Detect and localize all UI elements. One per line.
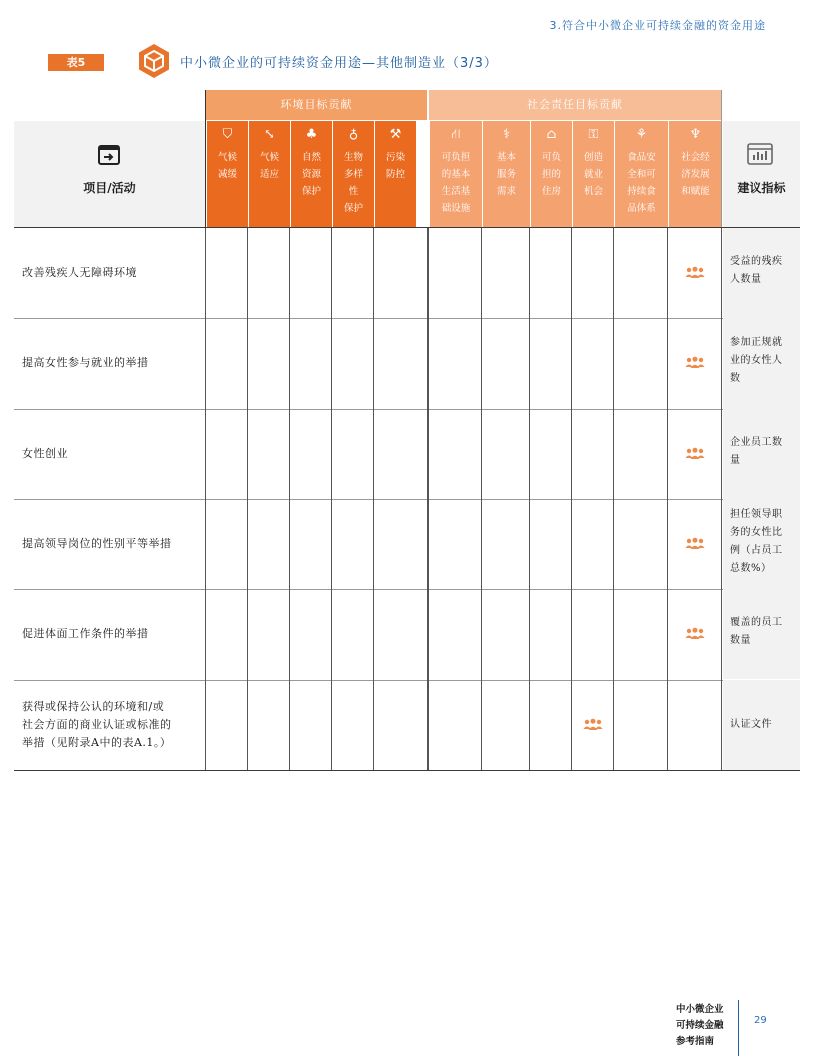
column-divider <box>721 228 722 770</box>
column-header-line: 自然 <box>301 152 321 163</box>
window-arrow-icon <box>98 145 120 165</box>
indicator-line: 企业员工数 <box>730 436 783 448</box>
shield-icon: ⛉ <box>222 127 233 142</box>
soc-column-header <box>482 121 530 227</box>
project-cell <box>22 698 202 752</box>
column-divider <box>667 228 668 770</box>
people-icon <box>684 447 706 461</box>
column-divider <box>571 228 572 770</box>
page-number: 29 <box>754 1015 767 1026</box>
column-header-line: 资源 <box>301 169 321 180</box>
soc-column-header <box>530 121 572 227</box>
indicator-line: 覆盖的员工 <box>730 617 783 629</box>
indicator-line: 受益的残疾 <box>730 256 783 268</box>
env-column-header <box>332 121 374 227</box>
column-header-line: 多样 <box>343 169 363 180</box>
project-line: 改善残疾人无障碍环境 <box>22 266 137 280</box>
indicator-line: 业的女性人 <box>730 355 783 367</box>
column-header-line: 保护 <box>301 186 321 197</box>
people-icon <box>684 537 706 551</box>
column-divider <box>205 228 206 770</box>
grain-icon: ⚘ <box>635 127 648 142</box>
column-header-line: 和赋能 <box>681 186 710 197</box>
indicator-text <box>730 716 798 734</box>
indicator-header-label: 建议指标 <box>737 181 786 195</box>
row-divider <box>14 318 800 319</box>
column-header-line: 的基本 <box>441 169 471 180</box>
soc-right-border <box>721 90 722 227</box>
indicator-line: 人数量 <box>730 274 762 286</box>
factory-icon: ⚒ <box>389 127 402 142</box>
indicator-line: 例（占员工 <box>730 545 783 557</box>
column-divider <box>289 228 290 770</box>
footer-divider <box>738 1000 739 1056</box>
section-header: 3.符合中小微企业可持续金融的资金用途 <box>549 19 766 32</box>
table-label: 表5 <box>48 54 104 71</box>
column-header-line: 济发展 <box>681 169 710 180</box>
home-icon: ⌂ <box>546 127 557 142</box>
column-header-line: 可负 <box>541 152 561 163</box>
project-cell <box>22 445 202 463</box>
column-header-line: 生活基 <box>441 186 471 197</box>
footer-guide-title <box>676 1002 724 1050</box>
project-line: 举措（见附录A中的表A.1。） <box>22 735 172 749</box>
env-column-header <box>290 121 332 227</box>
env-column-header <box>248 121 290 227</box>
footer-line: 可持续金融 <box>676 1020 724 1031</box>
column-header-line: 生物 <box>343 152 363 163</box>
indicator-text <box>730 434 798 470</box>
indicator-line: 认证文件 <box>730 718 772 730</box>
project-line: 社会方面的商业认证或标准的 <box>22 717 172 731</box>
column-header-line: 气候 <box>259 152 279 163</box>
briefcase-icon: ⚿ <box>588 127 599 142</box>
row-divider <box>14 499 800 500</box>
road-icon: ⛙ <box>451 127 461 142</box>
indicator-line: 数 <box>730 373 741 385</box>
row-divider <box>14 409 800 410</box>
project-line: 获得或保持公认的环境和/或 <box>22 699 165 713</box>
project-line: 提高领导岗位的性别平等举措 <box>22 537 172 551</box>
pin-icon: ♁ <box>348 127 359 142</box>
indicator-text <box>730 334 798 388</box>
column-header-line: 需求 <box>496 186 516 197</box>
indicator-column-header <box>723 121 800 227</box>
column-header-line: 服务 <box>496 169 516 180</box>
indicator-line: 数量 <box>730 635 751 647</box>
column-divider <box>481 228 482 770</box>
project-line: 提高女性参与就业的举措 <box>22 356 149 370</box>
indicator-text <box>730 506 798 578</box>
soc-group-header: 社会责任目标贡献 <box>429 90 721 120</box>
column-header-line: 品体系 <box>627 203 656 214</box>
people-icon <box>684 356 706 370</box>
soc-column-header <box>429 121 482 227</box>
soc-column-header <box>668 121 722 227</box>
env-column-header <box>206 121 248 227</box>
row-divider <box>14 680 800 681</box>
project-cell <box>22 264 202 282</box>
dashboard-icon <box>747 143 773 165</box>
column-header-line: 防控 <box>385 169 405 180</box>
column-header-line: 全和可 <box>627 169 656 180</box>
column-divider <box>613 228 614 770</box>
column-header-line: 持续食 <box>627 186 656 197</box>
project-column-header <box>14 121 205 227</box>
column-header-line: 社会经 <box>681 152 710 163</box>
column-header-line: 创造 <box>583 152 603 163</box>
column-header-line: 性 <box>348 186 359 197</box>
indicator-line: 务的女性比 <box>730 527 783 539</box>
project-cell <box>22 535 202 553</box>
indicator-text <box>730 253 798 289</box>
project-header-label: 项目/活动 <box>83 181 136 195</box>
column-header-line: 础设施 <box>441 203 471 214</box>
tree-icon: ♣ <box>305 127 318 142</box>
table-title: 中小微企业的可持续资金用途—其他制造业（3/3） <box>180 56 498 71</box>
indicator-line: 担任领导职 <box>730 509 783 521</box>
header-bottom-rule <box>14 227 800 228</box>
env-column-header <box>374 121 416 227</box>
project-cell <box>22 354 202 372</box>
column-divider <box>529 228 530 770</box>
column-header-line: 住房 <box>541 186 561 197</box>
project-cell <box>22 625 202 643</box>
people-icon <box>582 718 604 732</box>
column-header-line: 食品安 <box>627 152 656 163</box>
expand-icon: ⤡ <box>264 127 275 142</box>
box-icon <box>136 43 172 79</box>
column-header-line: 基本 <box>496 152 516 163</box>
column-divider <box>331 228 332 770</box>
project-line: 促进体面工作条件的举措 <box>22 627 149 641</box>
indicator-line: 量 <box>730 454 741 466</box>
footer-line: 参考指南 <box>676 1036 715 1047</box>
env-group-header: 环境目标贡献 <box>206 90 427 120</box>
column-header-line: 机会 <box>583 186 603 197</box>
footer-line: 中小微企业 <box>676 1004 724 1015</box>
column-header-line: 保护 <box>343 203 363 214</box>
column-header-line: 就业 <box>583 169 603 180</box>
growth-icon: ♆ <box>689 127 702 142</box>
indicator-line: 参加正规就 <box>730 337 783 349</box>
people-icon <box>684 266 706 280</box>
column-header-line: 污染 <box>385 152 405 163</box>
column-header-line: 气候 <box>217 152 237 163</box>
project-line: 女性创业 <box>22 446 68 460</box>
table-bottom-rule <box>14 770 800 771</box>
column-header-line: 适应 <box>259 169 279 180</box>
column-header-line: 担的 <box>541 169 561 180</box>
indicator-text <box>730 614 798 650</box>
column-header-line: 可负担 <box>441 152 471 163</box>
column-header-line: 减缓 <box>217 169 237 180</box>
soc-column-header <box>572 121 614 227</box>
column-divider <box>247 228 248 770</box>
column-divider <box>428 228 429 770</box>
service-icon: ⚕ <box>502 127 511 142</box>
column-divider <box>373 228 374 770</box>
people-icon <box>684 627 706 641</box>
row-divider <box>14 589 800 590</box>
soc-column-header <box>614 121 668 227</box>
indicator-line: 总数%） <box>730 563 772 575</box>
env-left-border <box>205 90 206 227</box>
